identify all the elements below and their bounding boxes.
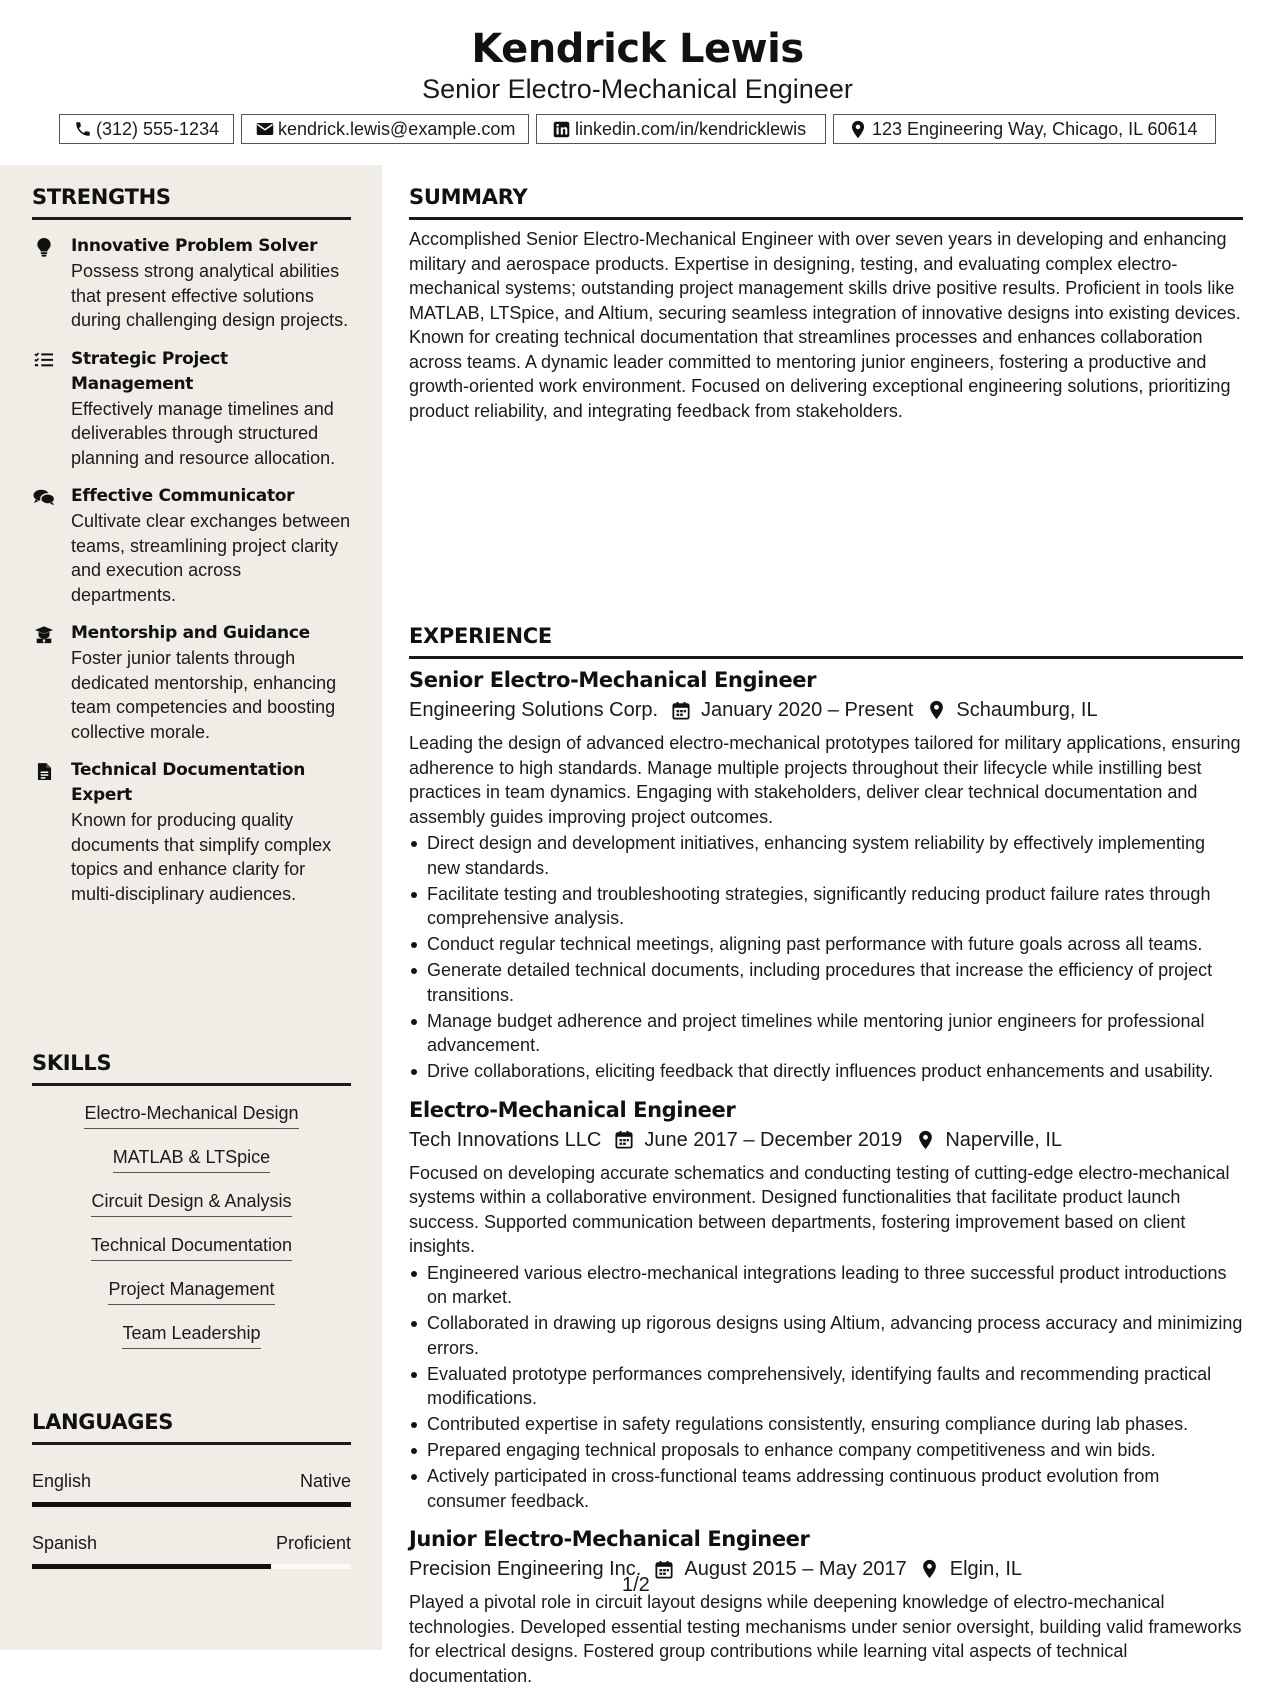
language-name: English <box>32 1471 92 1491</box>
job-company: Tech Innovations LLC <box>409 1128 602 1151</box>
checklist-icon <box>33 350 55 370</box>
section-divider <box>32 217 351 220</box>
languages-heading: LANGUAGES <box>32 1410 174 1434</box>
summary-heading: SUMMARY <box>409 185 528 209</box>
strength-title: Mentorship and Guidance <box>71 623 310 643</box>
job-dates: August 2015 – May 2017 <box>684 1558 907 1580</box>
contact-linkedin[interactable] <box>536 114 826 144</box>
job-dates: January 2020 – Present <box>701 699 914 721</box>
job-entry <box>409 666 1243 1084</box>
page-number: 1/2 <box>622 1574 650 1596</box>
job-meta <box>409 1125 1243 1155</box>
strength-item <box>32 234 351 333</box>
job-location: Naperville, IL <box>945 1128 1063 1151</box>
language-proficiency-fill <box>32 1502 351 1507</box>
experience-section <box>409 623 1243 1688</box>
job-description: Leading the design of advanced electro-mechanical prototypes tailored for military applications, ensuring adherence to high standards. Manage multiple projects throughout their lifecycle while instilling best practices in team dynamics. Engaging with stakeholders, deliver clear technical documentation and assembly guides improving project outcomes. <box>409 733 1241 827</box>
teacher-icon <box>33 624 55 644</box>
calendar-icon <box>613 1129 635 1151</box>
skill-item <box>32 1277 351 1321</box>
language-proficiency-bar <box>32 1564 351 1569</box>
strength-title: Innovative Problem Solver <box>71 236 318 256</box>
skill-item <box>32 1189 351 1233</box>
job-meta <box>409 695 1243 725</box>
strength-item <box>32 347 351 471</box>
summary-section <box>409 184 1243 423</box>
skill-label: Team Leadership <box>122 1321 260 1349</box>
contact-address-text: 123 Engineering Way, Chicago, IL 60614 <box>872 118 1198 139</box>
strengths-heading: STRENGTHS <box>32 185 171 209</box>
list-item: Conduct regular technical meetings, aligning past performance with future goals across all teams. <box>409 932 1243 957</box>
lightbulb-icon <box>33 237 55 257</box>
job-company: Precision Engineering Inc. <box>409 1558 642 1580</box>
job-title: Junior Electro-Mechanical Engineer <box>409 1527 810 1551</box>
job-description: Focused on developing accurate schematics and conducting testing of cutting-edge electro-mechanical systems within a collaborative environment. Designed functionalities that facilitate product launch success. Supported communication between departments, fostering improvement based on client insights. <box>409 1162 1230 1256</box>
list-item: Manage budget adherence and project timelines while mentoring junior engineers for professional advancement. <box>409 1009 1243 1058</box>
candidate-name: Kendrick Lewis <box>471 26 804 72</box>
contact-email-text: kendrick.lewis@example.com <box>278 118 516 139</box>
skills-heading: SKILLS <box>32 1051 112 1075</box>
job-bullets <box>409 1261 1243 1514</box>
skill-list <box>32 1101 351 1365</box>
section-divider <box>409 656 1243 659</box>
list-item: Evaluated prototype performances comprehensively, identifying faults and recommending practical modifications. <box>409 1362 1243 1411</box>
job-entry <box>409 1525 1243 1688</box>
language-proficiency-fill <box>32 1564 271 1569</box>
strength-desc: Effectively manage timelines and deliverables through structured planning and resource allocation. <box>71 398 336 468</box>
summary-text: Accomplished Senior Electro-Mechanical Engineer with over seven years in developing and enhancing military and aerospace products. Expertise in designing, testing, and evaluating complex electro-mechanical systems; outstanding project management skills drive positive results. Proficient in tools like MATLAB, LTSpice, and Altium, securing seamless integration of innovative designs into existing devices. Known for creating technical documentation that streamlines processes and enhances collaboration across teams. A dynamic leader committed to mentoring junior engineers, fostering a productive and growth-oriented work environment. Focused on delivering exceptional engineering solutions, prioritizing product reliability, and integrating feedback from stakeholders. <box>409 229 1241 421</box>
skill-label: Project Management <box>108 1277 274 1305</box>
skill-label: Circuit Design & Analysis <box>91 1189 291 1217</box>
list-item: Prepared engaging technical proposals to enhance company competitiveness and win bids. <box>409 1438 1243 1463</box>
map-pin-icon <box>919 1558 941 1580</box>
strength-title: Effective Communicator <box>71 486 295 506</box>
calendar-icon <box>653 1558 675 1580</box>
map-pin-icon <box>925 699 947 721</box>
linkedin-icon <box>551 119 571 139</box>
language-item <box>32 1531 351 1569</box>
language-level: Proficient <box>275 1533 351 1553</box>
map-pin-icon <box>848 119 868 139</box>
list-item: Collaborated in drawing up rigorous designs using Altium, advancing process accuracy and minimizing errors. <box>409 1311 1243 1360</box>
calendar-icon <box>670 699 692 721</box>
skills-section <box>32 1050 351 1365</box>
strength-desc: Possess strong analytical abilities that present effective solutions during challenging design projects. <box>71 261 349 330</box>
strength-desc: Foster junior talents through dedicated mentorship, enhancing team competencies and boosting collective morale. <box>71 648 337 742</box>
job-entry <box>409 1096 1243 1514</box>
skill-label: MATLAB & LTSpice <box>113 1145 270 1173</box>
language-level: Native <box>299 1471 351 1491</box>
section-divider <box>409 217 1243 220</box>
skill-item <box>32 1321 351 1365</box>
skill-item <box>32 1145 351 1189</box>
job-title: Senior Electro-Mechanical Engineer <box>409 668 817 692</box>
contact-linkedin-text: linkedin.com/in/kendricklewis <box>575 118 807 139</box>
language-proficiency-bar <box>32 1502 351 1507</box>
job-description: Played a pivotal role in circuit layout designs while deepening knowledge of electro-mechanical technologies. Developed essential testing mechanisms under senior oversight, building valid frameworks for electrical designs. Fostered group contributions while learning vital aspects of technical documentation. <box>409 1592 1242 1686</box>
strength-item <box>32 621 351 744</box>
job-dates: June 2017 – December 2019 <box>644 1128 903 1151</box>
skill-item <box>32 1101 351 1145</box>
section-divider <box>32 1083 351 1086</box>
strength-item <box>32 758 351 906</box>
job-company: Engineering Solutions Corp. <box>409 699 659 721</box>
strength-desc: Cultivate clear exchanges between teams, streamlining project clarity and execution across departments. <box>71 511 351 605</box>
map-pin-icon <box>914 1129 936 1151</box>
list-item: Engineered various electro-mechanical integrations leading to three successful product introductions on market. <box>409 1261 1243 1310</box>
list-item: Contributed expertise in safety regulations consistently, ensuring compliance during lab phases. <box>409 1412 1243 1437</box>
contact-phone[interactable] <box>59 114 234 144</box>
strength-desc: Known for producing quality documents that simplify complex topics and enhance clarity for multi-disciplinary audiences. <box>71 810 332 904</box>
list-item: Facilitate testing and troubleshooting strategies, significantly reducing product failure rates through comprehensive analysis. <box>409 882 1243 931</box>
main-content <box>382 165 1275 1686</box>
strengths-section <box>32 184 351 906</box>
skill-label: Electro-Mechanical Design <box>84 1101 298 1129</box>
experience-heading: EXPERIENCE <box>409 624 552 648</box>
job-title: Electro-Mechanical Engineer <box>409 1097 736 1122</box>
candidate-title: Senior Electro-Mechanical Engineer <box>422 74 853 104</box>
strength-item <box>32 484 351 607</box>
job-bullets <box>409 831 1243 1084</box>
list-item: Generate detailed technical documents, including procedures that increase the efficiency of project transitions. <box>409 958 1243 1007</box>
envelope-icon <box>256 119 274 139</box>
document-icon <box>33 761 55 781</box>
phone-icon <box>74 119 92 139</box>
contact-phone-text: (312) 555-1234 <box>96 118 220 139</box>
contact-email[interactable] <box>241 114 529 144</box>
job-meta <box>409 1554 1243 1584</box>
job-location: Elgin, IL <box>949 1558 1023 1580</box>
language-name: Spanish <box>32 1533 98 1553</box>
contact-address[interactable] <box>833 114 1216 144</box>
list-item: Drive collaborations, eliciting feedback that directly influences product enhancements and usability. <box>409 1059 1243 1084</box>
section-divider <box>32 1442 351 1445</box>
chat-bubbles-icon <box>33 487 55 507</box>
sidebar <box>0 165 382 1650</box>
strength-title: Technical Documentation Expert <box>71 760 306 805</box>
contact-bar <box>0 114 1275 144</box>
language-item <box>32 1469 351 1507</box>
list-item: Actively participated in cross-functional teams addressing continuous product evolution from consumer feedback. <box>409 1464 1243 1513</box>
strength-title: Strategic Project Management <box>71 348 228 394</box>
skill-label: Technical Documentation <box>91 1233 292 1261</box>
job-location: Schaumburg, IL <box>956 699 1098 721</box>
skill-item <box>32 1233 351 1277</box>
list-item: Direct design and development initiatives, enhancing system reliability by effectively implementing new standards. <box>409 831 1243 880</box>
languages-section <box>32 1409 351 1569</box>
